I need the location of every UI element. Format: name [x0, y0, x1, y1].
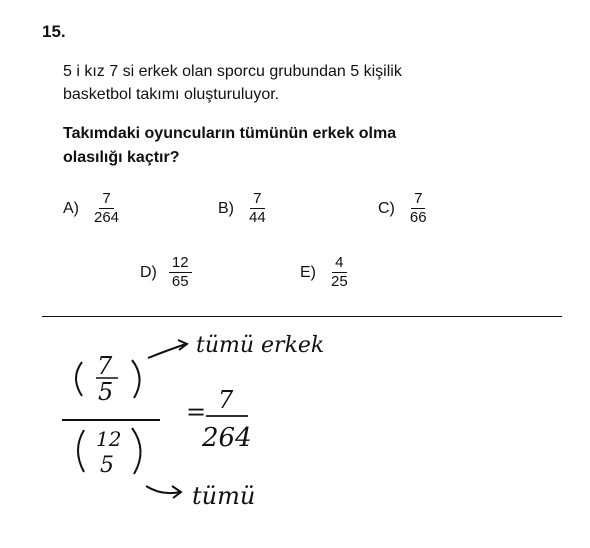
ask-line-1: Takımdaki oyuncuların tümünün erkek olma [63, 125, 397, 142]
arrow-top [148, 344, 186, 358]
option-e-fraction [328, 254, 351, 291]
bottom-binom-right-paren [132, 428, 141, 474]
option-e-denominator: 25 [331, 273, 348, 290]
top-binom-k: 5 [98, 378, 114, 406]
option-d-numerator: 12 [169, 254, 192, 273]
option-c-numerator: 7 [411, 190, 425, 209]
option-e-letter: E) [300, 263, 316, 281]
option-b-letter: B) [218, 199, 234, 217]
option-b-numerator: 7 [250, 190, 264, 209]
option-d[interactable] [140, 254, 192, 291]
option-c-fraction [407, 190, 430, 227]
section-divider [42, 316, 562, 317]
bottom-binom-n: 12 [96, 427, 122, 451]
option-a-fraction [91, 190, 122, 227]
option-b-denominator: 44 [249, 209, 266, 226]
bottom-binom-k: 5 [100, 453, 114, 478]
top-binom-left-paren [76, 362, 82, 396]
top-binom-n: 7 [97, 352, 113, 380]
note-bottom: tümü [192, 482, 256, 510]
ask-line-2: olasılığı kaçtır? [63, 149, 180, 166]
option-c-denominator: 66 [409, 209, 427, 226]
option-a-letter: A) [63, 199, 79, 217]
option-c[interactable] [378, 190, 430, 227]
question-number: 15. [42, 22, 66, 41]
top-binom-right-paren [132, 360, 140, 398]
stem-line-2: basketbol takımı oluşturuluyor. [63, 86, 280, 103]
handwritten-solution [0, 320, 590, 548]
option-a-denominator: 264 [94, 209, 120, 226]
equals-sign: = [186, 398, 207, 426]
option-e[interactable] [300, 254, 351, 291]
option-d-fraction [169, 254, 192, 291]
note-top: tümü erkek [196, 333, 325, 358]
question-ask [63, 122, 563, 170]
option-d-denominator: 65 [171, 273, 189, 290]
option-d-letter: D) [140, 263, 157, 281]
result-denominator: 264 [202, 423, 252, 453]
option-b[interactable] [218, 190, 269, 227]
option-a-numerator: 7 [99, 190, 113, 209]
question-stem [63, 60, 563, 106]
stem-line-1: 5 i kız 7 si erkek olan sporcu grubundan 5 kişilik [63, 63, 402, 80]
bottom-binom-left-paren [78, 430, 84, 472]
option-b-fraction [246, 190, 269, 227]
option-c-letter: C) [378, 199, 395, 217]
result-numerator: 7 [218, 386, 234, 414]
option-e-numerator: 4 [332, 254, 346, 273]
option-a[interactable] [63, 190, 122, 227]
